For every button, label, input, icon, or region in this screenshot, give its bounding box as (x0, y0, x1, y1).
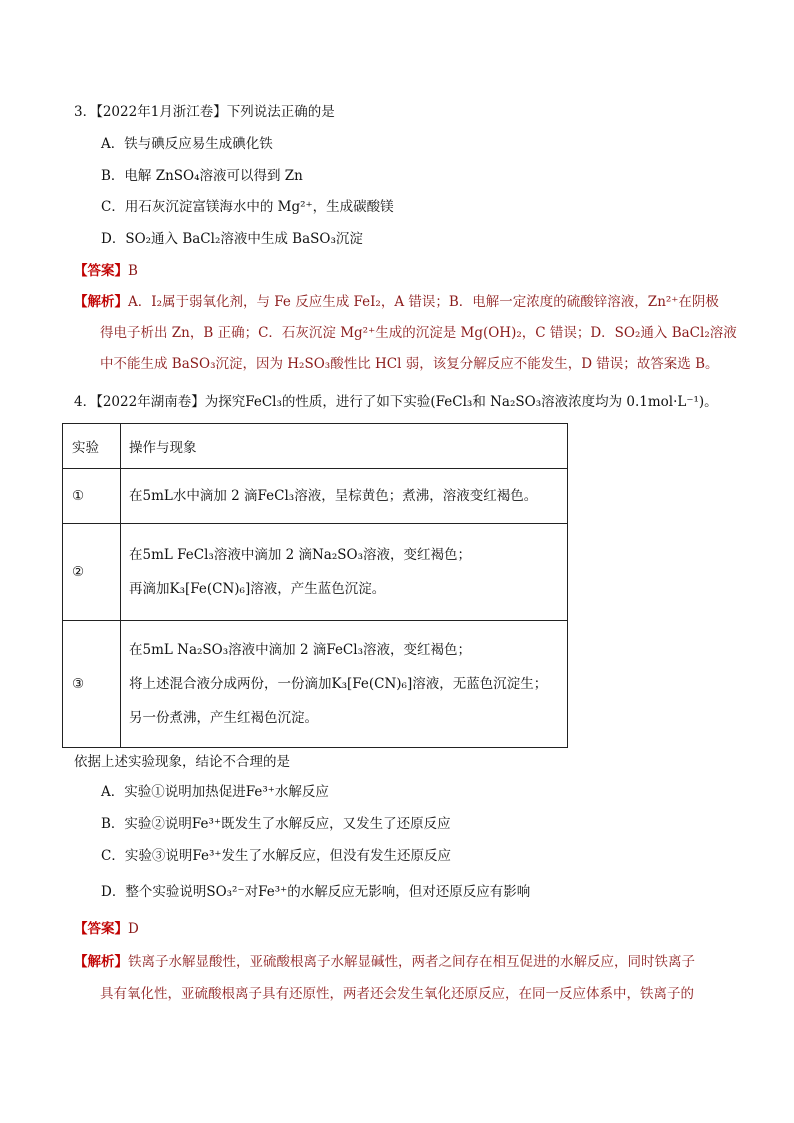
table-cell-content: 在5mL Na₂SO₃溶液中滴加 2 滴FeCl₃溶液，变红褐色； 将上述混合液分成两份，一份滴加K₃[Fe(CN)₆]溶液，无蓝色沉淀生； 另一份煮沸，产生红褐色沉淀。 (121, 621, 568, 748)
analysis-line: 中不能生成 BaSO₃沉淀，因为 H₂SO₃酸性比 HCl 弱，该复分解反应不能发生，D 错误；故答案选 B。 (100, 356, 719, 372)
answer-value: B (128, 263, 138, 279)
analysis-tag: 【解析】 (74, 294, 128, 310)
option-a: A．实验①说明加热促进Fe³⁺水解反应 (101, 784, 329, 800)
question-3-stem (74, 102, 335, 122)
option-c: C．实验③说明Fe³⁺发生了水解反应，但没有发生还原反应 (101, 848, 451, 864)
analysis-tag: 【解析】 (74, 954, 128, 970)
answer-tag: 【答案】 (74, 263, 128, 279)
answer-tag: 【答案】 (74, 921, 128, 937)
option-a: A．铁与碘反应易生成碘化铁 (101, 136, 273, 152)
table-header-cell: 实验 (63, 424, 121, 469)
question-4-stem (74, 392, 718, 412)
question-number: 3． (74, 104, 97, 120)
question-text: 为探究FeCl₃的性质，进行了如下实验(FeCl₃和 Na₂SO₃溶液浓度均为 0.1mol·L⁻¹)。 (204, 394, 718, 410)
table-cell-id: ① (63, 469, 121, 524)
answer-value: D (128, 921, 139, 937)
analysis-line: 具有氧化性，亚硫酸根离子具有还原性，两者还会发生氧化还原反应，在同一反应体系中，铁离子的 (100, 986, 694, 1002)
answer-line (74, 261, 138, 281)
table-header-cell: 操作与现象 (121, 424, 568, 469)
answer-line (74, 919, 139, 939)
table-cell-content: 在5mL FeCl₃溶液中滴加 2 滴Na₂SO₃溶液，变红褐色； 再滴加K₃[Fe(CN)₆]溶液，产生蓝色沉淀。 (121, 524, 568, 621)
analysis-line: 【解析】A．I₂属于弱氧化剂，与 Fe 反应生成 FeI₂，A 错误；B．电解一定浓度的硫酸锌溶液，Zn²⁺在阴极 (74, 294, 719, 310)
analysis-line: 【解析】铁离子水解显酸性，亚硫酸根离子水解显碱性，两者之间存在相互促进的水解反应，同时铁离子 (74, 954, 695, 970)
question-source: 【2022年湖南卷】 (96, 394, 205, 410)
table-header-row (63, 424, 568, 469)
experiment-table (62, 423, 568, 748)
option-d: D．SO₂通入 BaCl₂溶液中生成 BaSO₃沉淀 (101, 231, 363, 247)
table-row (63, 621, 568, 748)
table-row (63, 524, 568, 621)
question-source: 【2022年1月浙江卷】 (96, 104, 227, 120)
question-text: 下列说法正确的是 (226, 104, 335, 120)
analysis-line: 得电子析出 Zn，B 正确；C．石灰沉淀 Mg²⁺生成的沉淀是 Mg(OH)₂，C 错误；D．SO₂通入 BaCl₂溶液 (100, 325, 737, 341)
option-b: B．电解 ZnSO₄溶液可以得到 Zn (101, 168, 303, 184)
option-b: B．实验②说明Fe³⁺既发生了水解反应，又发生了还原反应 (101, 816, 451, 832)
table-cell-id: ③ (63, 621, 121, 748)
table-cell-content: 在5mL水中滴加 2 滴FeCl₃溶液，呈棕黄色；煮沸，溶液变红褐色。 (121, 469, 568, 524)
table-row (63, 469, 568, 524)
followup-question: 依据上述实验现象，结论不合理的是 (74, 754, 290, 770)
question-number: 4． (74, 394, 97, 410)
option-c: C．用石灰沉淀富镁海水中的 Mg²⁺，生成碳酸镁 (101, 199, 394, 215)
table-cell-id: ② (63, 524, 121, 621)
option-d: D．整个实验说明SO₃²⁻对Fe³⁺的水解反应无影响，但对还原反应有影响 (101, 884, 531, 900)
